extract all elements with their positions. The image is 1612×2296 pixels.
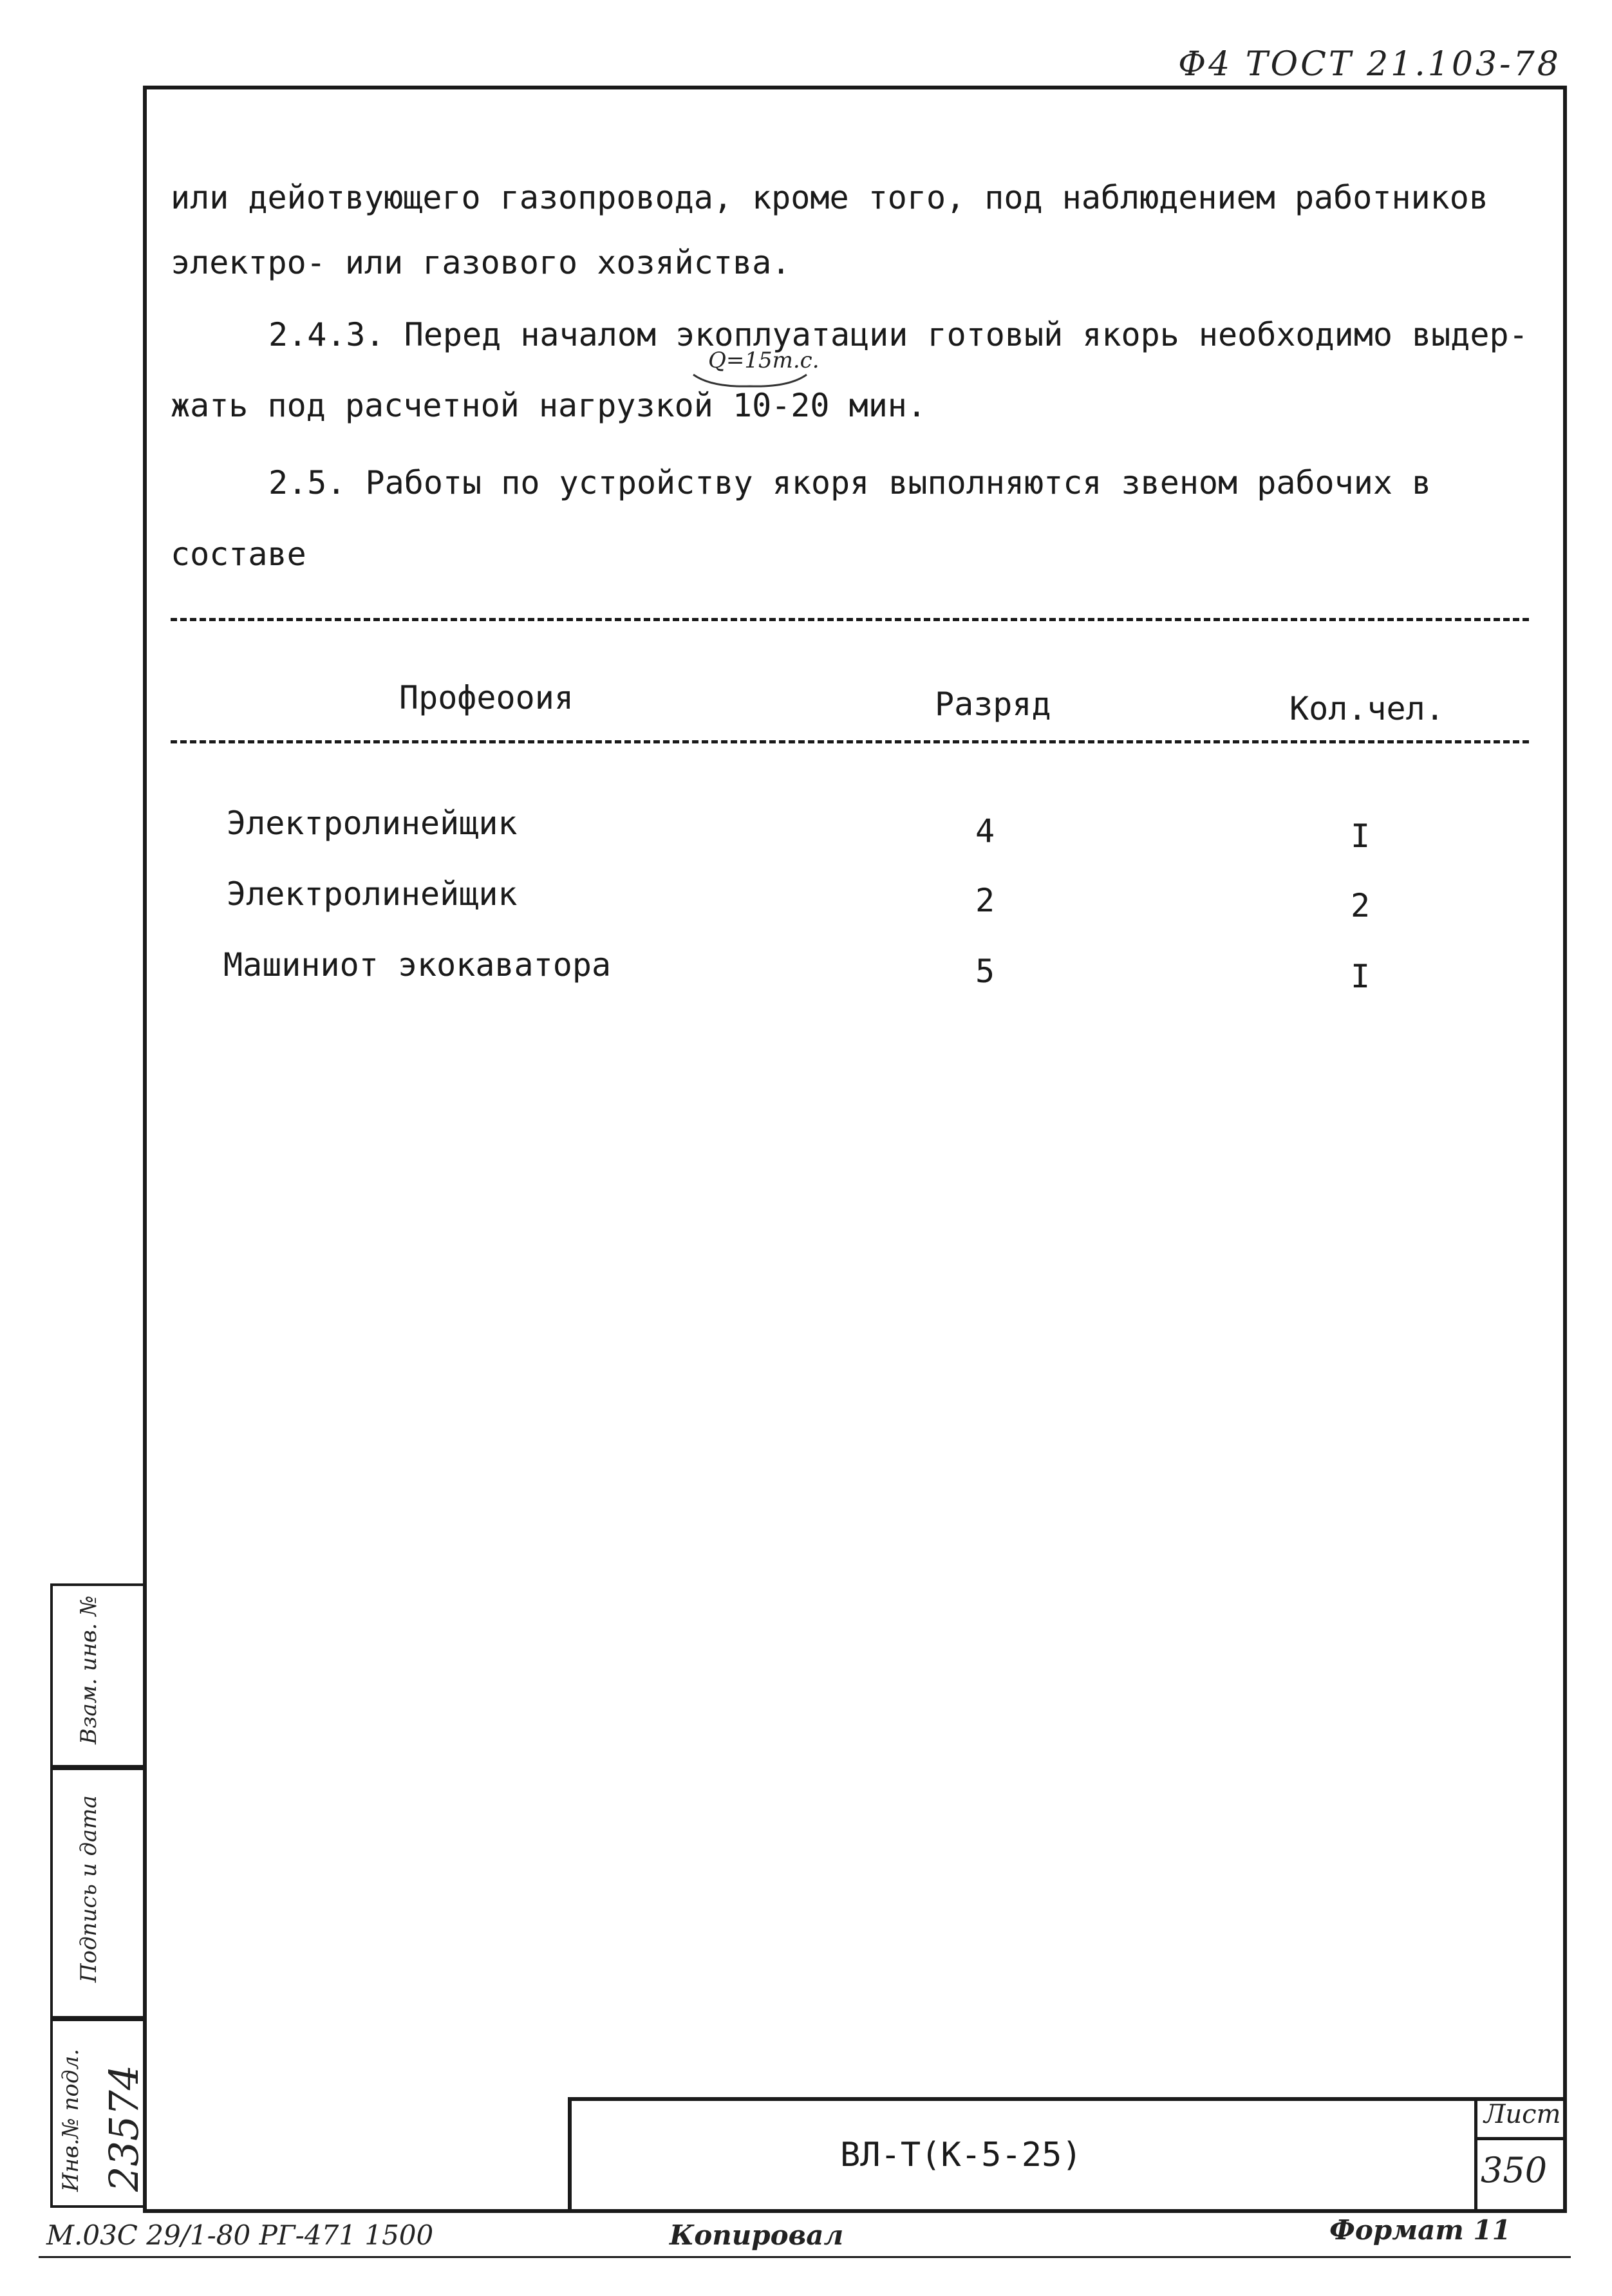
table-rule-header [171, 740, 1529, 743]
table-row-2-profession: Электролинейщик [227, 875, 518, 913]
side-stamp-inv-label: Инв.№ подл. [58, 2049, 84, 2192]
table-rule-top [171, 618, 1529, 621]
title-block-divider [1474, 2097, 1477, 2209]
list-label: Лист [1484, 2100, 1561, 2129]
side-stamp-inv-number: 23574 [100, 2064, 147, 2192]
side-stamp-podpis-label: Подпись и дата [76, 1795, 102, 1983]
side-stamp-vzam-label: Взам. инв. № [76, 1595, 102, 1744]
table-header-grade: Разряд [935, 686, 1051, 723]
footer-rule [39, 2256, 1571, 2258]
table-row-2-count: 2 [1351, 887, 1371, 924]
table-header-count: Кол.чел. [1289, 690, 1445, 727]
load-annotation: Q=15т.с. [708, 348, 820, 373]
table-row-3-grade: 5 [975, 953, 995, 990]
text-line-3: 2.4.3. Перед началом экоплуатации готовый якорь необходимо выдер- [268, 316, 1528, 353]
table-row-3-count: I [1351, 958, 1371, 995]
document-code-header: Ф4 ТОСТ 21.103-78 [1178, 45, 1561, 84]
text-line-2: электро- или газового хозяйства. [171, 244, 791, 281]
side-stamp [50, 1583, 147, 2208]
text-line-1: или дейотвующего газопровода, кроме того, под наблюдением работников [171, 179, 1488, 216]
table-row-3-profession: Машиниот экокаватора [223, 946, 612, 984]
document-code: ВЛ-Т(К-5-25) [840, 2136, 1082, 2174]
text-line-4: жать под расчетной нагрузкой 10-20 мин. [171, 387, 926, 424]
footer-order-info: М.03С 29/1-80 РГ-471 1500 [46, 2219, 434, 2251]
text-line-5: 2.5. Работы по устройству якоря выполняются звеном рабочих в [268, 464, 1432, 501]
frame-top-border [143, 86, 1567, 89]
table-row-1-grade: 4 [975, 812, 995, 850]
footer-format: Формат 11 [1329, 2214, 1511, 2246]
frame-right-border [1563, 86, 1567, 2213]
text-line-6: составе [171, 536, 306, 573]
footer-copied-by: Копировал [670, 2219, 844, 2251]
title-block-list-divider [1474, 2137, 1564, 2140]
list-number: 350 [1481, 2150, 1548, 2190]
table-row-2-grade: 2 [975, 882, 995, 919]
table-row-1-count: I [1351, 817, 1371, 855]
table-row-1-profession: Электролинейщик [227, 805, 518, 842]
table-header-profession: Профеооия [399, 679, 574, 716]
